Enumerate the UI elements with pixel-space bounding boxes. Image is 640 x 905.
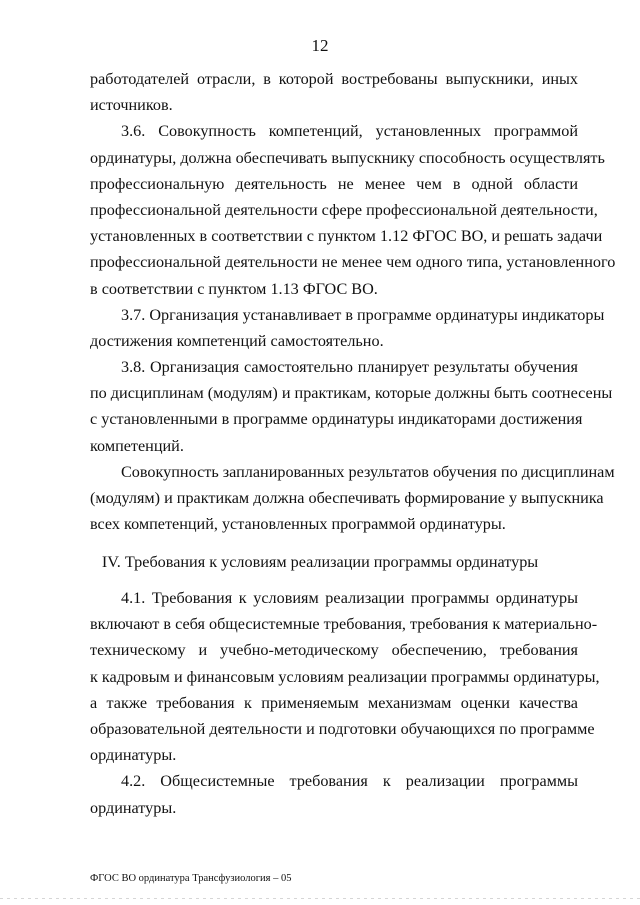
document-footer: ФГОС ВО ординатура Трансфузиология – 05 — [90, 873, 292, 884]
body-text-section-3 — [90, 66, 616, 537]
text-line: по дисциплинам (модулям) и практикам, которые должны быть соотнесены — [90, 384, 613, 403]
text-line: 4.2. Общесистемные требования к реализации программы — [121, 772, 578, 791]
text-line: образовательной деятельности и подготовки обучающихся по программе — [90, 719, 595, 738]
text-line: установленных в соответствии с пунктом 1.12 ФГОС ВО, и решать задачи — [90, 227, 603, 246]
text-line: а также требования к применяемым механизмам оценки качества — [90, 693, 578, 712]
section-heading: IV. Требования к условиям реализации программы ординатуры — [101, 553, 539, 571]
text-line: в соответствии с пунктом 1.13 ФГОС ВО. — [90, 279, 378, 298]
text-line: включают в себя общесистемные требования, требования к материально- — [90, 615, 598, 634]
text-line: Совокупность запланированных результатов обучения по дисциплинам — [121, 462, 615, 481]
text-line: источников. — [90, 96, 173, 115]
text-line: ординатуры. — [90, 746, 177, 765]
text-line: ординатуры. — [90, 798, 177, 817]
body-text-section-4 — [90, 585, 600, 821]
text-line: всех компетенций, установленных программой ординатуры. — [90, 515, 506, 534]
text-line: профессиональной деятельности не менее чем одного типа, установленного — [90, 253, 616, 272]
text-line: техническому и учебно-методическому обеспечению, требования — [90, 641, 578, 660]
text-line: профессиональной деятельности сфере профессиональной деятельности, — [90, 200, 598, 219]
text-line: 3.8. Организация самостоятельно планирует результаты обучения — [121, 358, 578, 377]
text-line: профессиональную деятельность не менее чем в одной области — [90, 174, 578, 193]
text-line: (модулям) и практикам должна обеспечивать формирование у выпускника — [90, 489, 604, 507]
text-line: 3.7. Организация устанавливает в программе ординатуры индикаторы — [121, 305, 605, 324]
text-line: компетенций. — [90, 436, 184, 455]
text-line: 3.6. Совокупность компетенций, установленных программой — [121, 122, 578, 141]
page-edge-rule — [0, 898, 640, 899]
page-number: 12 — [311, 36, 329, 55]
text-line: достижения компетенций самостоятельно. — [90, 331, 384, 350]
text-line: ординатуры, должна обеспечивать выпускнику способность осуществлять — [90, 148, 605, 167]
text-line: работодателей отрасли, в которой востребованы выпускники, иных — [90, 70, 578, 88]
text-line: к кадровым и финансовым условиям реализации программы ординатуры, — [90, 667, 600, 686]
text-line: с установленными в программе ординатуры индикаторами достижения — [90, 410, 583, 429]
text-line: 4.1. Требования к условиям реализации программы ординатуры — [121, 589, 578, 607]
